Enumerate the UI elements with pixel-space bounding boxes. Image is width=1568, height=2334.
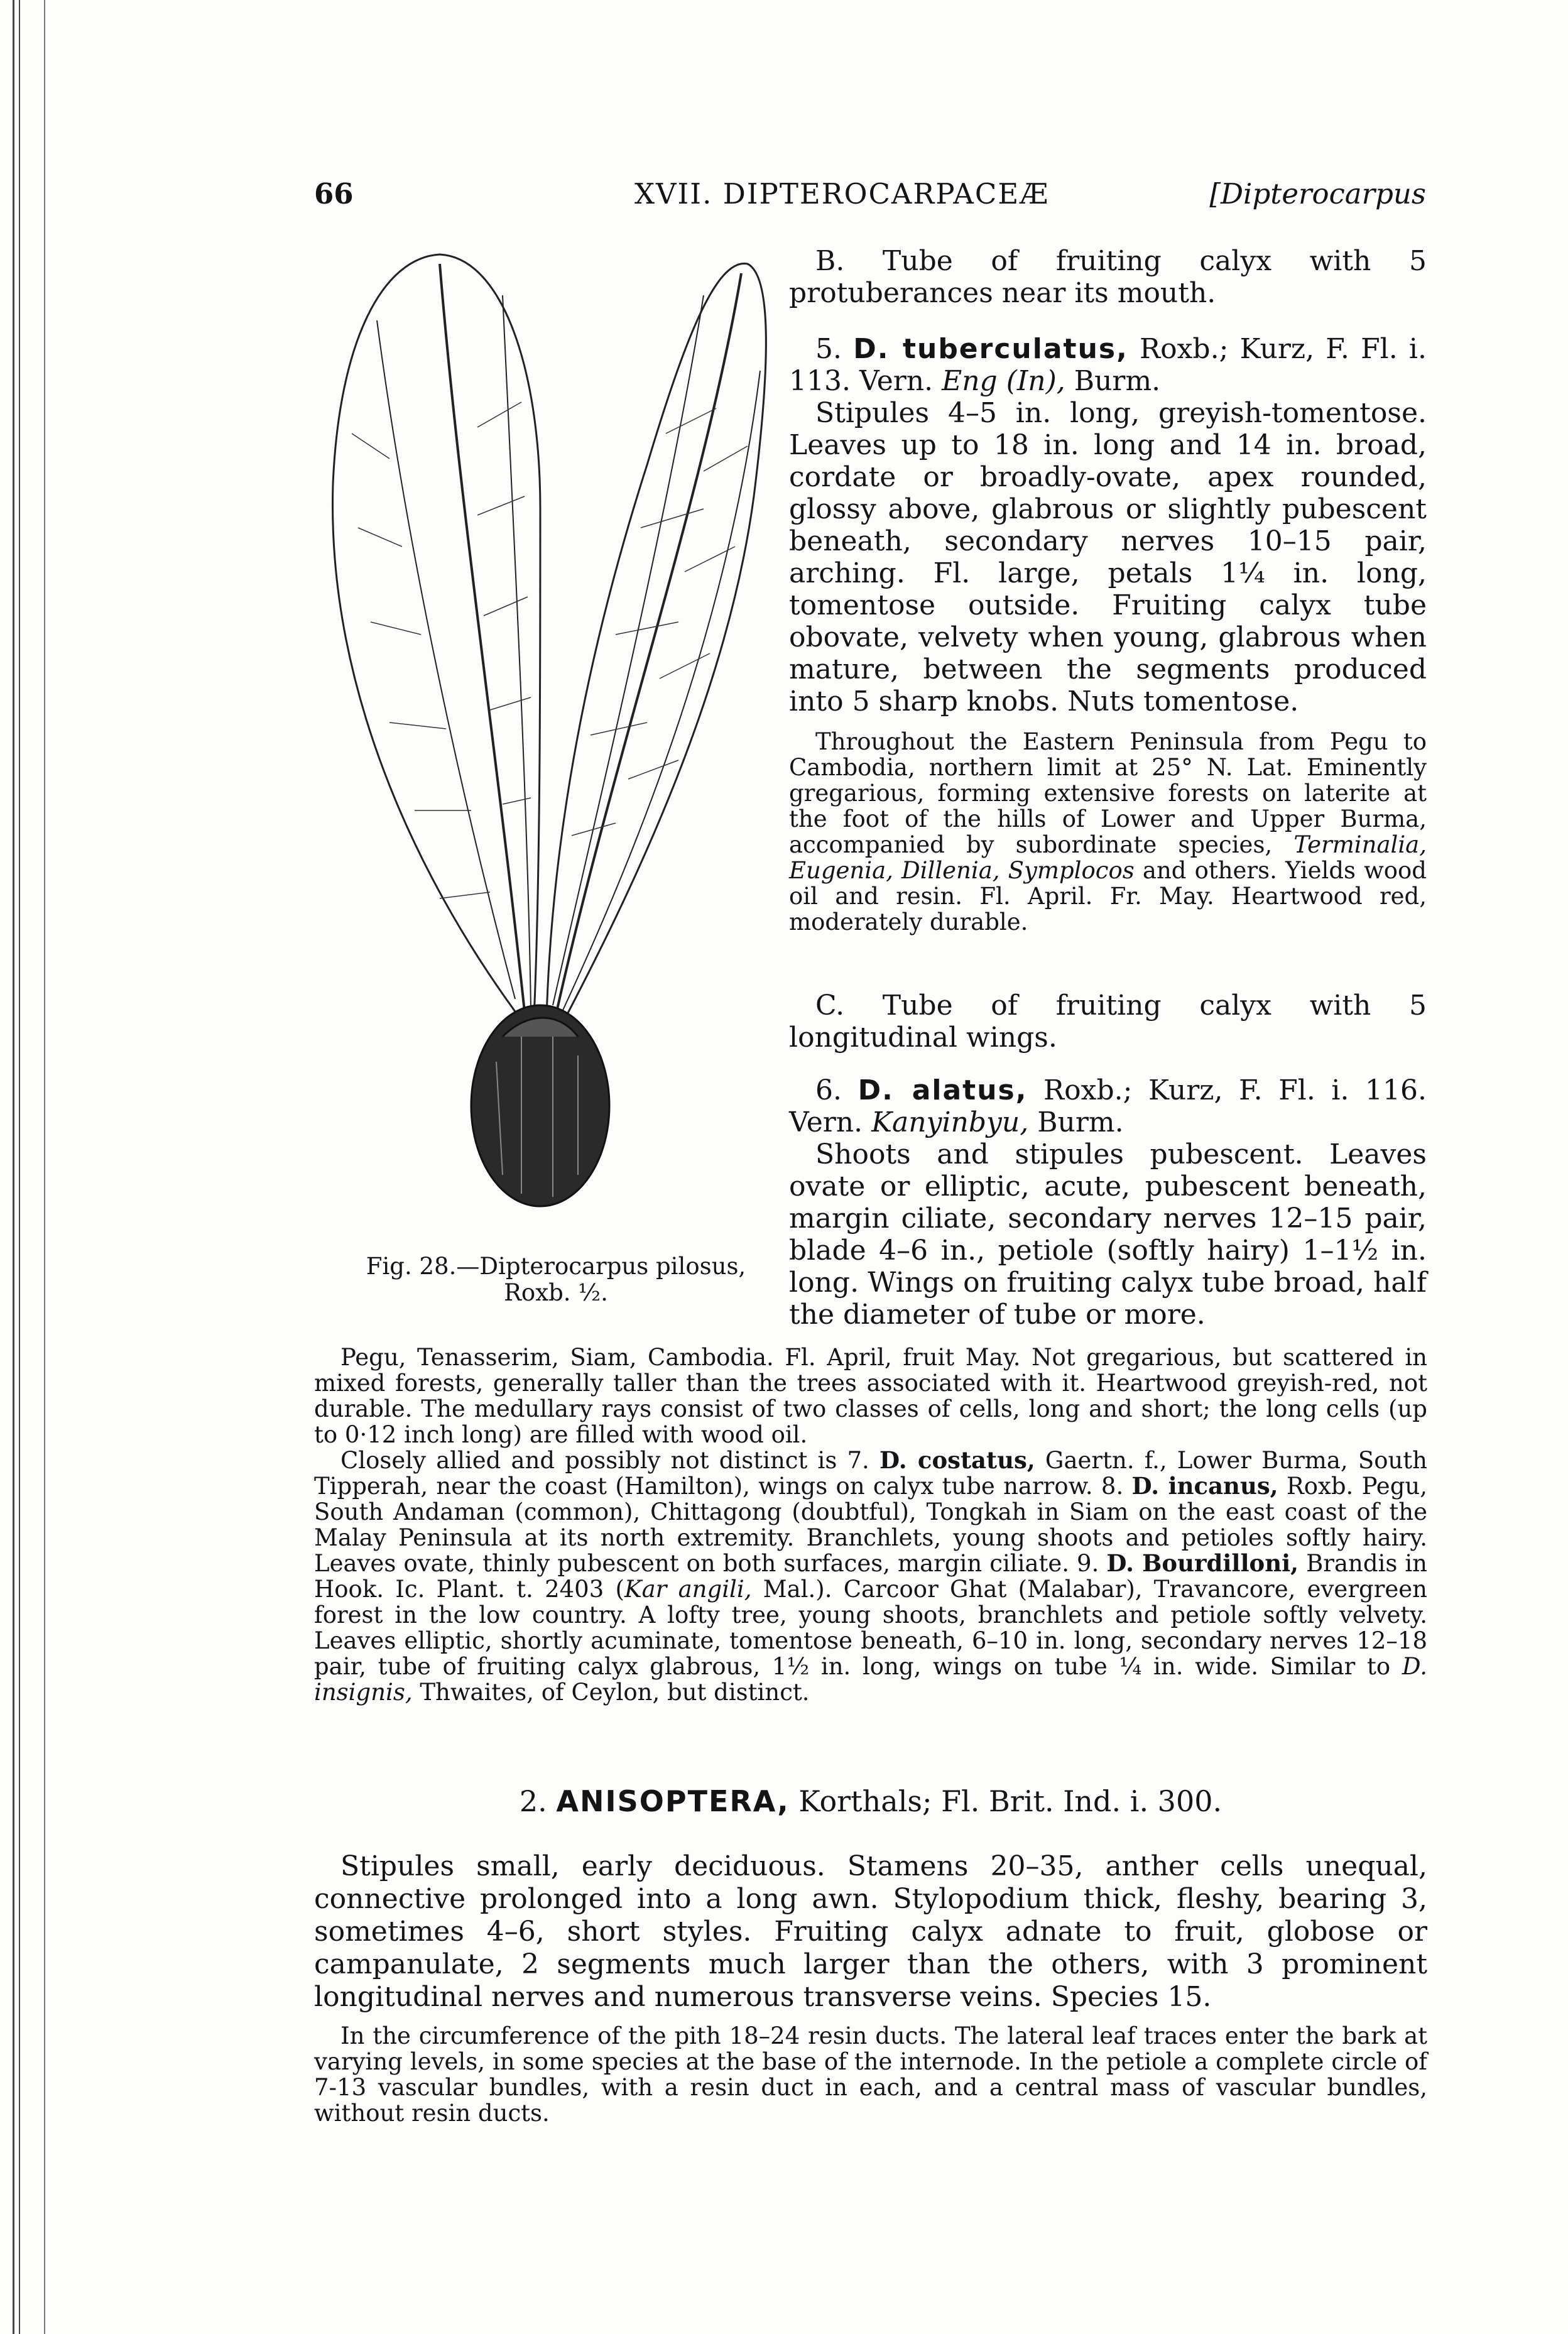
running-header <box>314 177 1426 221</box>
species-6-entry <box>789 1074 1427 1331</box>
distribution-text: and others. Yields wood oil and resin. Fl. April. Fr. May. Heartwood red, moderately durable. <box>789 857 1427 935</box>
species-5-entry <box>789 333 1427 935</box>
section-b-text: B. Tube of fruiting calyx with 5 protuberances near its mouth. <box>789 245 1427 309</box>
vernacular-name: Eng (In), <box>942 365 1065 397</box>
species-5-distribution <box>789 729 1427 935</box>
header-family: XVII. DIPTEROCARPACEÆ <box>634 177 1050 210</box>
section-b-heading <box>789 245 1427 309</box>
genus-name: ANISOPTERA, <box>556 1784 790 1818</box>
species-8-name: D. incanus, <box>1131 1472 1278 1500</box>
species-number: 5. <box>815 333 842 365</box>
vernacular-name: Kanyinbyu, <box>871 1106 1029 1138</box>
genus-description: Stipules small, early deciduous. Stamens 20–35, anther cells unequal, connective prolonged into a long awn. Stylopodium thick, fleshy, bearing 3, sometimes 4–6, short styles. Fruiting calyx adnate to fruit, globose or campanulate, 2 segments much larger than the others, with 3 prominent longitudinal nerves and numerous transverse veins. Species 15. <box>314 1850 1427 2013</box>
genus-description-block <box>314 1850 1427 2014</box>
vernacular-tail: Burm. <box>1074 365 1161 397</box>
genus-number: 2. <box>519 1784 547 1818</box>
fruit-illustration <box>314 245 773 1231</box>
species-6-description: Shoots and stipules pubescent. Leaves ovate or elliptic, acute, pubescent beneath, margin ciliate, secondary nerves 12–15 pair, blade 4–6 in., petiole (softly hairy) 1–1½ in. long. Wings on fruiting calyx tube broad, half the diameter of tube or more. <box>789 1138 1427 1331</box>
figure-caption <box>339 1253 773 1306</box>
section-c-heading <box>789 990 1427 1054</box>
page-number: 66 <box>314 177 354 210</box>
species-number: 6. <box>815 1074 842 1106</box>
notes-text: Mal.). Carcoor Ghat (Malabar), Travancore, evergreen forest in the low country. A lofty tree, young shoots, branchlets and petiole softly velvety. Leaves elliptic, shortly acuminate, tomentose beneath, 6–10 in. long, secondary nerves 12–18 pair, tube of fruiting calyx glabrous, 1½ in. long, wings on tube ¼ in. wide. Similar to <box>314 1576 1428 1680</box>
notes-paragraph: Pegu, Tenasserim, Siam, Cambodia. Fl. April, fruit May. Not gregarious, but scattered in mixed forests, generally taller than the trees associated with it. Heartwood greyish-red, not durable. The medullary rays consist of two classes of cells, long and short; the long cells (up to 0·12 inch long) are filled with wood oil. <box>314 1344 1427 1448</box>
species-citation: Roxb.; Kurz, F. Fl. i. 116. Vern. <box>789 1074 1427 1138</box>
notes-text: Thwaites, of Ceylon, but distinct. <box>420 1679 810 1706</box>
genus-citation: Korthals; Fl. Brit. Ind. i. 300. <box>798 1784 1222 1818</box>
species-7-name: D. costatus, <box>879 1446 1035 1474</box>
distribution-text: Throughout the Eastern Peninsula from Pegu to Cambodia, northern limit at 25° N. Lat. Eminently gregarious, forming extensive forests on laterite at the foot of the hills of Lower and Upper Burma, accompanied by subordinate species, <box>789 728 1427 858</box>
notes-paragraph <box>314 1448 1427 1705</box>
notes-text: Brandis in Hook. Ic. Plant. t. 2403 ( <box>314 1550 1428 1603</box>
header-genus: [Dipterocarpus <box>1209 177 1426 210</box>
species-9-name: D. Bourdilloni, <box>1106 1549 1299 1577</box>
species-name: D. tuberculatus, <box>853 333 1128 365</box>
species-citation: Roxb.; Kurz, F. Fl. i. 113. Vern. <box>789 333 1427 397</box>
left-wing <box>332 254 540 1018</box>
page-edge-line <box>13 0 14 2334</box>
genus-anatomy-block <box>314 2023 1427 2126</box>
vernacular-tail: Burm. <box>1037 1106 1124 1138</box>
vernacular-name: Kar angili, <box>624 1576 752 1603</box>
page-edge-line <box>44 0 45 2334</box>
species-5-description: Stipules 4–5 in. long, greyish-tomentose. Leaves up to 18 in. long and 14 in. broad, cordate or broadly-ovate, apex rounded, glossy above, glabrous or slightly pubescent beneath, secondary nerves 10–15 pair, arching. Fl. large, petals 1¼ in. long, tomentose outside. Fruiting calyx tube obovate, velvety when young, glabrous when mature, between the segments produced into 5 sharp knobs. Nuts tomentose. <box>789 397 1427 717</box>
species-6-title <box>789 1074 1427 1138</box>
genus-anatomy: In the circumference of the pith 18–24 resin ducts. The lateral leaf traces enter the bark at varying levels, in some species at the base of the internode. In the petiole a complete circle of 7-13 vascular bundles, with a resin duct in each, and a central mass of vascular bundles, without resin ducts. <box>314 2022 1427 2127</box>
genus-heading <box>314 1784 1427 1818</box>
section-c-text: C. Tube of fruiting calyx with 5 longitudinal wings. <box>789 990 1427 1054</box>
page-edge-line <box>19 0 20 2334</box>
notes-text: Roxb. Pegu, South Andaman (common), Chittagong (doubtful), Tongkah in Siam on the east coast of the Malay Peninsula at its north extremity. Branchlets, young shoots and petioles softly hairy. Leaves ovate, thinly pubescent on both surfaces, margin ciliate. 9. <box>314 1473 1427 1577</box>
related-species: D. insignis, <box>314 1653 1427 1706</box>
species-5-title <box>789 333 1427 397</box>
species-name: D. alatus, <box>858 1074 1028 1106</box>
associated-genera: Terminalia, Eugenia, Dillenia, Symplocos <box>789 831 1427 884</box>
caption-line: Roxb. ½. <box>504 1279 608 1306</box>
species-6-notes <box>314 1344 1427 1705</box>
notes-text: Closely allied and possibly not distinct is 7. <box>340 1447 869 1474</box>
right-wing <box>547 263 766 1018</box>
caption-line: Fig. 28.—Dipterocarpus pilosus, <box>366 1253 746 1280</box>
notes-text: Gaertn. f., Lower Burma, South Tipperah, near the coast (Hamilton), wings on calyx tube narrow. 8. <box>314 1447 1427 1500</box>
